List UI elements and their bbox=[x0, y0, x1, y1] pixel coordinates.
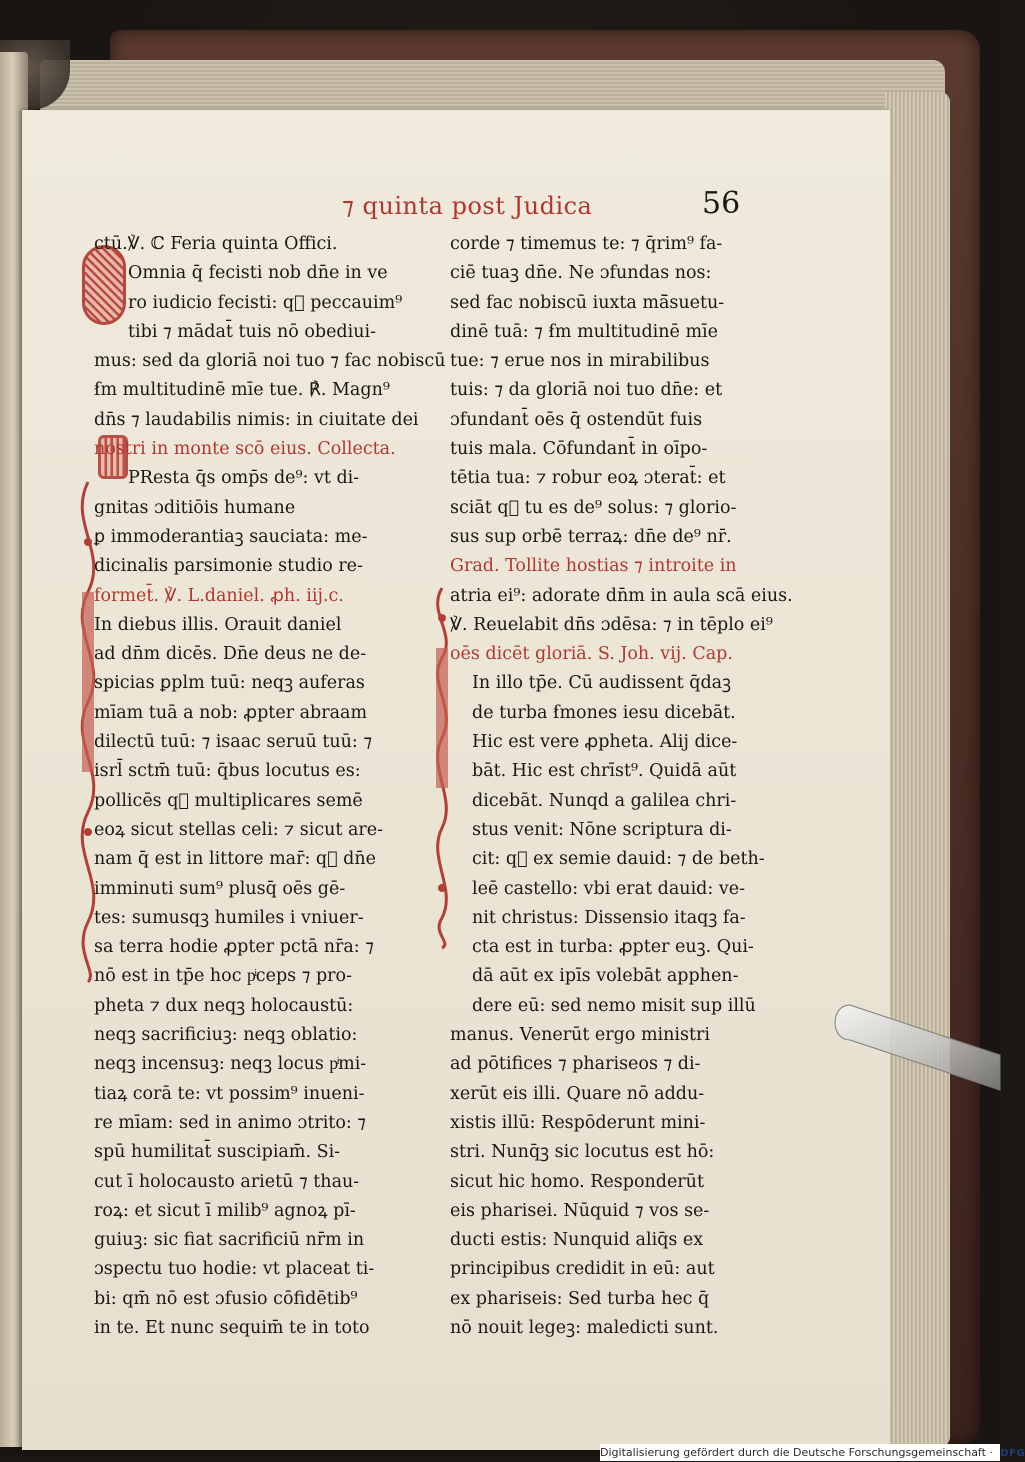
digitization-credit bbox=[600, 1444, 1025, 1461]
text-line: cta est in turba: ꝓpter euꝫ. Qui- bbox=[472, 937, 754, 958]
text-line: dilectū tuū: ⁊ isaac seruū tuū: ⁊ bbox=[94, 732, 373, 753]
text-line: xerūt eis illi. Quare nō addu- bbox=[450, 1083, 705, 1104]
text-line: ẜm multitudinē mīe tue. ℟. Magn⁹ bbox=[94, 380, 390, 401]
text-line: nō nouit legeꝫ: maledicti sunt. bbox=[450, 1317, 719, 1338]
text-line: dinē tuā: ⁊ ẜm multitudinē mīe bbox=[450, 321, 719, 342]
text-line: corde ⁊ timemus te: ⁊ q̄rim⁹ fa- bbox=[450, 234, 723, 254]
text-line: manus. Venerūt ergo ministri bbox=[450, 1025, 710, 1046]
text-line: nō est in tp̄e hoc pͥceps ⁊ pro- bbox=[94, 966, 352, 987]
text-line: sciāt q᷑ tu es de⁹ solus: ⁊ glorio- bbox=[450, 497, 737, 518]
text-line: roꝝ: et sicut ī milib⁹ agnoꝝ pī- bbox=[94, 1200, 356, 1221]
text-line: sus sup orbē terraꝝ: dn̄e de⁹ nr̄. bbox=[450, 526, 732, 547]
text-line: tibi ⁊ mādat̄ tuis nō obediui- bbox=[128, 321, 376, 342]
text-line: pollicēs q᷑ multiplicares semē bbox=[94, 790, 363, 811]
text-line: Grad. Tollite hostias ⁊ introite in bbox=[450, 556, 737, 577]
text-line: ɔspectu tuo hodie: vt placeat ti- bbox=[94, 1259, 375, 1280]
text-line: ro iudicio fecisti: q᷑ peccauim⁹ bbox=[128, 292, 403, 313]
text-line: neqꝫ sacrificiuꝫ: neqꝫ oblatio: bbox=[94, 1025, 358, 1046]
text-line: eis pharisei. Nūquid ⁊ vos se- bbox=[450, 1200, 710, 1221]
text-line: mīam tuā a nob: ꝓpter abraam bbox=[94, 702, 368, 723]
text-line: ad dn̄m dicēs. Dn̄e deus ne de- bbox=[94, 644, 367, 665]
page-holder-clip bbox=[820, 995, 1000, 1105]
manuscript-page bbox=[22, 110, 890, 1450]
text-line: In illo tp̄e. Cū audissent q̄daꝫ bbox=[472, 673, 732, 694]
text-line: pheta ⁊ dux neqꝫ holocaustū: bbox=[94, 995, 354, 1016]
page-stack-right bbox=[885, 92, 950, 1447]
text-line: xistis illū: Respōderunt mini- bbox=[450, 1112, 706, 1133]
text-line: oēs dicēt gloriā. S. Joh. vij. Cap. bbox=[450, 644, 733, 665]
text-line: gnitas ɔditiōis humane bbox=[94, 497, 296, 518]
text-line: ducti estis: Nunquid aliq̄s ex bbox=[450, 1230, 704, 1251]
text-line: In diebus illis. Orauit daniel bbox=[94, 614, 342, 635]
text-line: dicinalis parsimonie studio re- bbox=[94, 556, 363, 577]
text-line: imminuti sum⁹ plusq̄ oēs gē- bbox=[94, 878, 346, 899]
text-line: nit christus: Dissensio itaqꝫ fa- bbox=[472, 907, 746, 928]
text-line: ctū.℣. ℂ Feria quinta Offici. bbox=[94, 234, 338, 254]
text-line: ɔfundant̄ oēs q̄ ostendūt fuis bbox=[450, 409, 703, 430]
text-line: Omnia q̄ fecisti nob dn̄e in ve bbox=[128, 263, 388, 284]
text-line: principibus credidit in eū: aut bbox=[450, 1259, 715, 1280]
running-title: ⁊ quinta post Judica bbox=[342, 192, 593, 220]
text-line: bāt. Hic est chrīst⁹. Quidā aūt bbox=[472, 761, 737, 782]
text-line: cut ī holocausto arietū ⁊ thau- bbox=[94, 1171, 360, 1192]
text-line: cit: q᷑ ex semie dauid: ⁊ de beth- bbox=[472, 849, 765, 870]
text-line: isrl̄ sctm̄ tuū: q̄bus locutus es: bbox=[94, 761, 361, 782]
text-line: bi: qm̄ nō est ɔfusio cōfidētib⁹ bbox=[94, 1288, 358, 1309]
text-line: tuis: ⁊ da gloriā noi tuo dn̄e: et bbox=[450, 380, 723, 401]
text-line: ad pōtifices ⁊ phariseos ⁊ di- bbox=[450, 1054, 701, 1075]
text-line: tuis mala. Cōfundant̄ in oīpo- bbox=[450, 439, 708, 460]
text-line: Hic est vere ꝓpheta. Alij dice- bbox=[472, 732, 738, 753]
text-line: dere eū: sed nemo misit sup illū bbox=[472, 995, 756, 1016]
text-line: dn̄s ⁊ laudabilis nimis: in ciuitate dei bbox=[94, 409, 419, 430]
text-line: ciē tuaꝫ dn̄e. Ne ɔfundas nos: bbox=[450, 263, 712, 284]
text-line: spū humilitat̄ suscipiam̄. Si- bbox=[94, 1142, 341, 1163]
text-line: atria ei⁹: adorate dn̄m in aula scā eius. bbox=[450, 585, 793, 606]
text-line: de turba ẜmones iesu dicebāt. bbox=[472, 702, 736, 723]
text-line: eoꝝ sicut stellas celi: ⁊ sicut are- bbox=[94, 819, 384, 840]
text-line: neqꝫ incensuꝫ: neqꝫ locus pͥmi- bbox=[94, 1054, 367, 1075]
dfg-logo: DFG bbox=[1000, 1448, 1025, 1459]
text-line: sed fac nobiscū iuxta mā̄suetu- bbox=[450, 292, 725, 313]
text-line: nostri in monte scō eius. Collecta. bbox=[94, 439, 396, 460]
text-line: nam q̄ est in littore mar̄: q᷑ dn̄e bbox=[94, 849, 377, 870]
credit-text: Digitalisierung gefördert durch die Deutsche Forschungsgemeinschaft · bbox=[600, 1446, 993, 1459]
text-line: tue: ⁊ erue nos in mirabilibus bbox=[450, 351, 710, 372]
text-line: ex phariseis: Sed turba hec q̄ bbox=[450, 1288, 710, 1309]
text-line: dā aūt ex ipīs volebāt apphen- bbox=[472, 966, 739, 987]
folio-number: 56 bbox=[702, 186, 741, 221]
text-line: ꝑ immoderantiaꝫ sauciata: me- bbox=[94, 526, 368, 547]
right-text-column bbox=[450, 230, 793, 1343]
text-line: re mīam: sed in animo ɔtrito: ⁊ bbox=[94, 1112, 367, 1133]
text-line: stus venit: Nōne scriptura di- bbox=[472, 819, 732, 840]
text-line: leē castello: vbi erat dauid: ve- bbox=[472, 878, 745, 899]
text-line: ℣. Reuelabit dn̄s ɔdēsa: ⁊ in tēplo ei⁹ bbox=[450, 614, 773, 635]
text-line: formet̄. ℣. L.daniel. ꝓh. iij.c. bbox=[94, 585, 344, 606]
text-line: spicias ꝑplm tuū: neqꝫ auferas bbox=[94, 673, 365, 694]
text-line: PResta q̄s omp̄s de⁹: vt di- bbox=[128, 468, 360, 489]
text-line: tētia tua: ⁊ robur eoꝝ ɔterat̄: et bbox=[450, 468, 726, 489]
text-line: sa terra hodie ꝓpter pctā nr̄a: ⁊ bbox=[94, 937, 374, 958]
text-line: in te. Et nunc sequim̄ te in toto bbox=[94, 1317, 370, 1338]
text-line: tiaꝝ corā te: vt possim⁹ inueni- bbox=[94, 1083, 365, 1104]
text-line: guiuꝫ: sic fiat sacrificiū nr̄m in bbox=[94, 1230, 365, 1251]
text-line: tes: sumusqꝫ humiles i vniuer- bbox=[94, 907, 364, 928]
left-text-column bbox=[94, 230, 446, 1343]
text-line: mus: sed da gloriā noi tuo ⁊ fac nobiscū bbox=[94, 351, 446, 372]
text-line: dicebāt. Nunqd a galilea chri- bbox=[472, 790, 737, 811]
text-line: stri. Nunq̄ꝫ sic locutus est hō: bbox=[450, 1142, 715, 1163]
text-line: sicut hic homo. Responderūt bbox=[450, 1171, 704, 1192]
